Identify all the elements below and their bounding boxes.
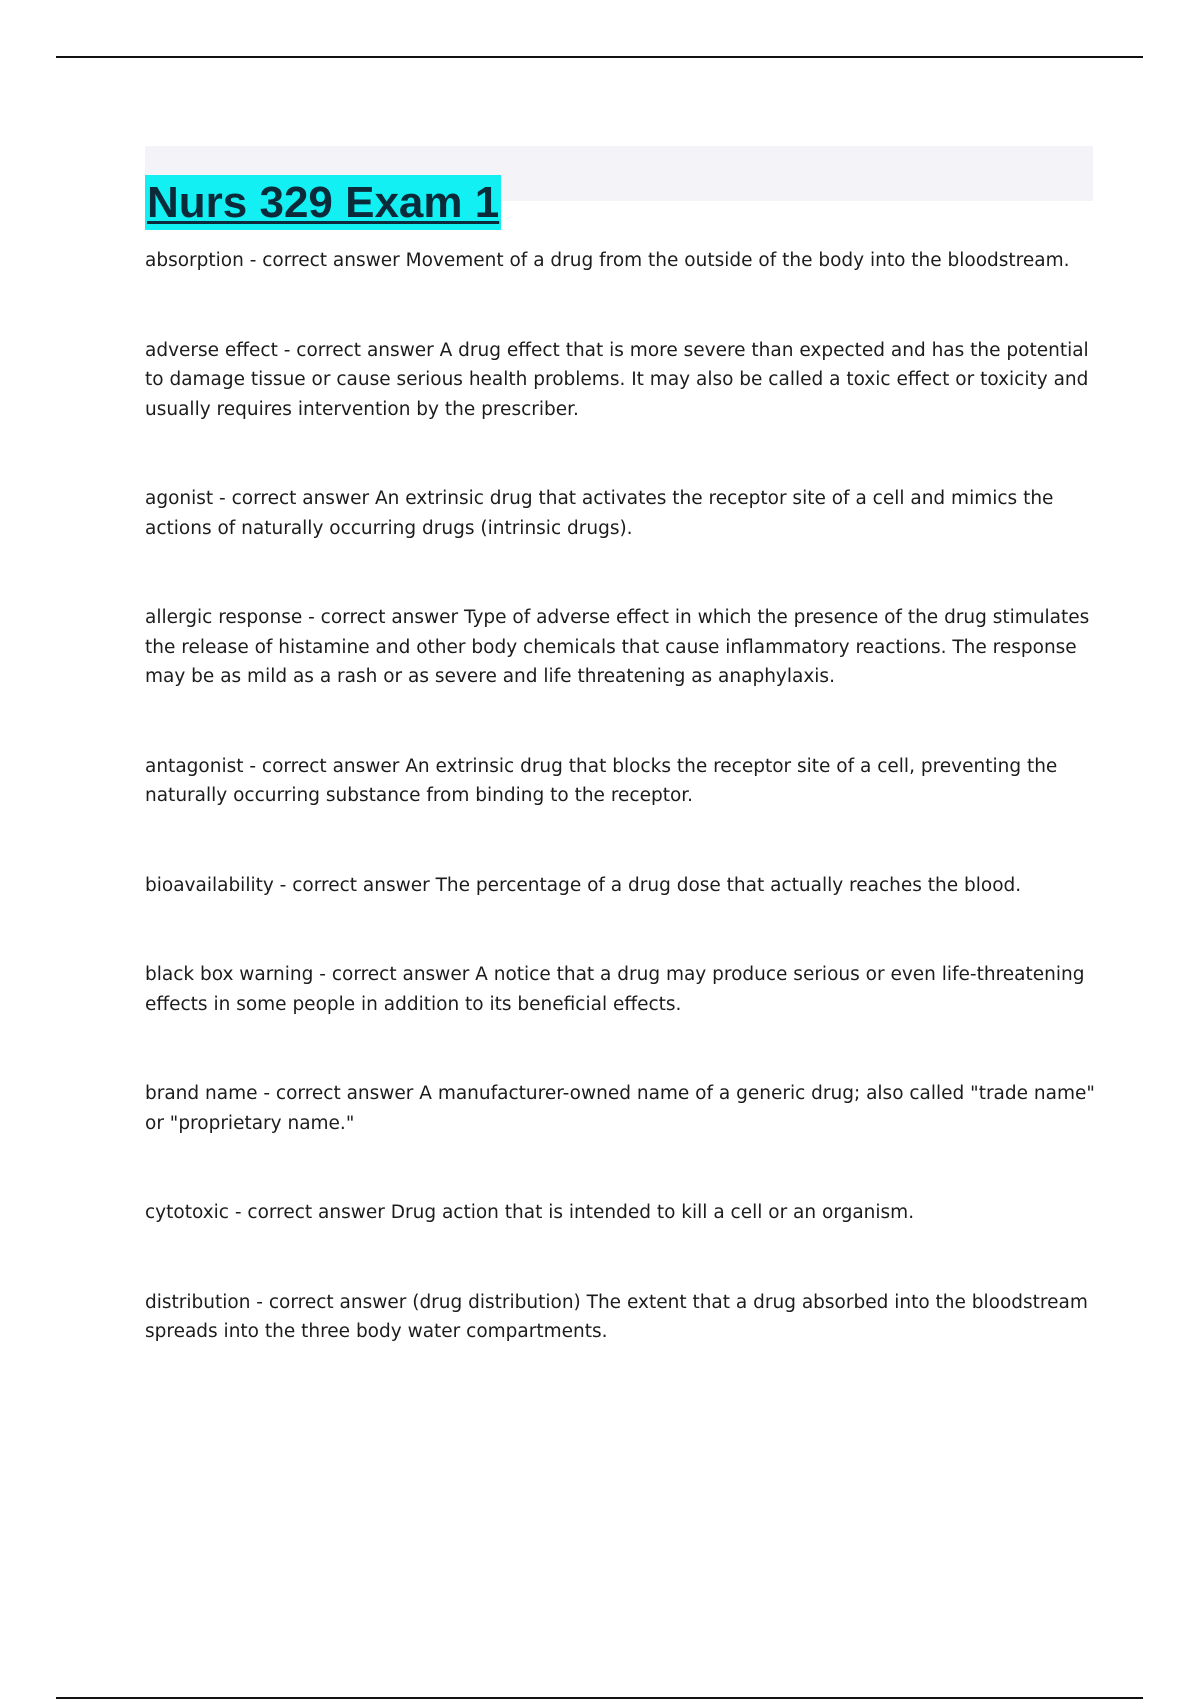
list-item-absorption: absorption - correct answer Movement of a drug from the outside of the body into the bloodstream.: [145, 250, 1070, 271]
list-item-distribution: distribution - correct answer (drug distribution) The extent that a drug absorbed into the bloodstream spreads into the three body water compartments.: [145, 1291, 1088, 1342]
list-item-brand-name: brand name - correct answer A manufacturer-owned name of a generic drug; also called "trade name" or "proprietary name.": [145, 1083, 1095, 1134]
list-item-antagonist: antagonist - correct answer An extrinsic drug that blocks the receptor site of a cell, preventing the naturally occurring substance from binding to the receptor.: [145, 755, 1058, 806]
page-title: Nurs 329 Exam 1: [145, 175, 501, 230]
bottom-divider: [56, 1697, 1143, 1699]
list-item-cytotoxic: cytotoxic - correct answer Drug action that is intended to kill a cell or an organism.: [145, 1202, 915, 1223]
top-divider: [56, 56, 1143, 58]
list-item-agonist: agonist - correct answer An extrinsic drug that activates the receptor site of a cell and mimics the actions of naturally occurring drugs (intrinsic drugs).: [145, 488, 1054, 539]
list-item-allergic-response: allergic response - correct answer Type of adverse effect in which the presence of the drug stimulates the release of histamine and other body chemicals that cause inflammatory reactions. The response may be as mild as a rash or as severe and life threatening as anaphylaxis.: [145, 607, 1090, 687]
list-item-black-box-warning: black box warning - correct answer A notice that a drug may produce serious or even life-threatening effects in some people in addition to its beneficial effects.: [145, 964, 1085, 1015]
list-item-adverse-effect: adverse effect - correct answer A drug effect that is more severe than expected and has the potential to damage tissue or cause serious health problems. It may also be called a toxic effect or toxicity and usually requires intervention by the prescriber.: [145, 339, 1089, 420]
flashcard-list: [145, 246, 1095, 1347]
list-item-bioavailability: bioavailability - correct answer The percentage of a drug dose that actually reaches the blood.: [145, 874, 1022, 896]
